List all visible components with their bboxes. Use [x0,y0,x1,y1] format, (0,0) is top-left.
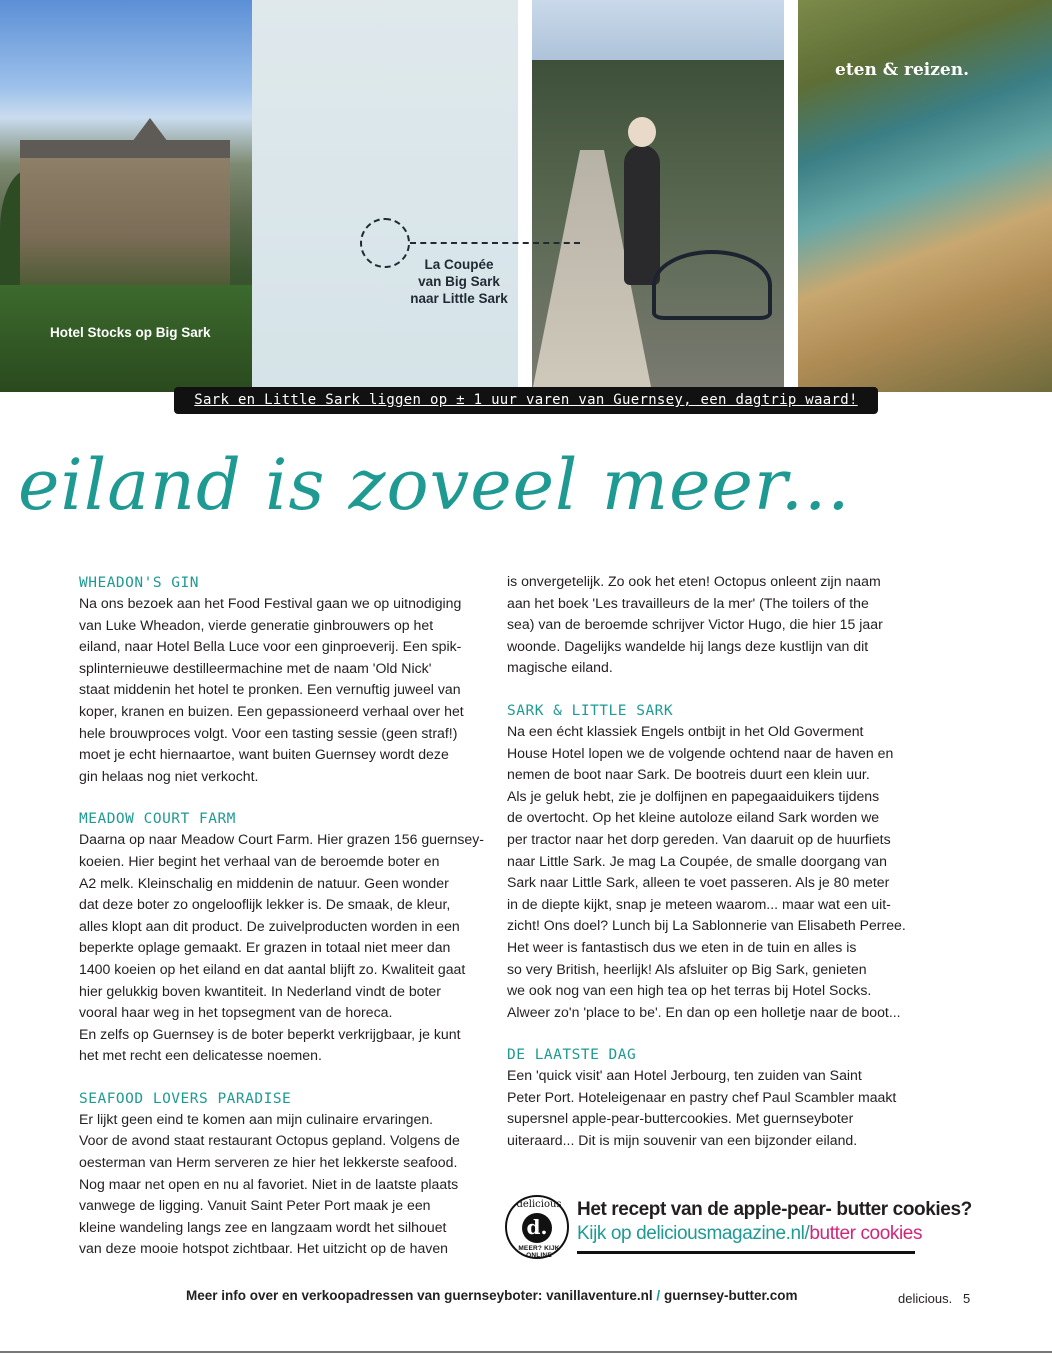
photo-strip [0,0,1052,392]
daytrip-banner: Sark en Little Sark liggen op ± 1 uur varen van Guernsey, een dagtrip waard! [174,387,878,414]
text-line: van Luke Wheadon, vierde generatie ginbrouwers op het [79,616,434,633]
text-line: hele brouwproces volgt. Voor een tasting sessie (geen straf!) [79,724,458,741]
text-line: House Hotel lopen we de volgende ochtend naar de haven en [507,744,894,761]
paragraph-lines [507,721,919,1023]
text-line: Na ons bezoek aan het Food Festival gaan we op uitnodiging [79,595,462,611]
section-meadow-court-farm [79,809,491,1067]
text-line: woonde. Dagelijks wandelde hij langs deze kustlijn van dit [507,637,869,654]
delicious-logo: delicious d. MEER? KIJK ONLINE [505,1195,569,1259]
text-line: supersnel apple-pear-buttercookies. Met guernseyboter [507,1110,854,1127]
text-column-left [79,573,491,1282]
text-line: moet je echt hiernaartoe, want buiten Guernsey wordt deze [79,746,449,763]
section-tag: eten & reizen. [835,60,970,80]
text-line: nemen de boot naar Sark. De bootreis duurt een klein uur. [507,766,870,783]
section-heading: SARK & LITTLE SARK [507,702,674,719]
text-line: koper, kranen en buizen. Een gepassioneerd verhaal over het [79,702,464,719]
text-line: gin helaas nog niet verkocht. [79,767,259,784]
text-line: Na een écht klassiek Engels ontbijt in het Old Goverment [507,722,864,739]
recipe-question: Het recept van de apple-pear- butter cookies? [577,1199,972,1220]
bicycle [652,250,772,320]
section-heading: DE LAATSTE DAG [507,1047,637,1064]
recipe-callout [505,1195,972,1259]
text-line: Sark naar Little Sark, alleen te voet passeren. Als je 80 meter [507,874,890,891]
text-line: zicht! Ons doel? Lunch bij La Sablonnerie van Elisabeth Perree. [507,917,906,934]
text-line: Een 'quick visit' aan Hotel Jerbourg, ten zuiden van Saint [507,1067,862,1084]
recipe-link[interactable]: Kijk op deliciousmagazine.nl/butter cookies [577,1223,923,1244]
paragraph-lines [79,829,491,1067]
text-line: eiland, naar Hotel Bella Luce voor een ginproeverij. Een spik- [79,638,462,655]
paragraph-lines [79,593,491,787]
text-line: 1400 koeien op het eiland en dat aantal blijft zo. Kwaliteit gaat [79,960,466,977]
text-line: Voor de avond staat restaurant Octopus gepland. Volgens de [79,1132,460,1149]
section-heading: SEAFOOD LOVERS PARADISE [79,1090,292,1107]
section-heading: MEADOW COURT FARM [79,811,236,828]
la-coupee-pointer [410,242,580,244]
section-heading: WHEADON'S GIN [79,575,199,591]
text-line: Peter Port. Hoteleigenaar en pastry chef Paul Scambler maakt [507,1088,897,1105]
text-line: splinternieuwe destilleermachine met de naam 'Old Nick' [79,659,432,676]
text-line: oesterman van Herm serveren ze hier het lekkerste seafood. [79,1154,458,1171]
text-line: so very British, heerlijk! Als afsluiter op Big Sark, genieten [507,960,867,977]
text-line: Nog maar net open en nu al favoriet. Niet in de laatste plaats [79,1175,459,1192]
text-line: Daarna op naar Meadow Court Farm. Hier grazen 156 guernsey- [79,831,485,848]
text-line: Er lijkt geen eind te komen aan mijn culinaire ervaringen. [79,1110,434,1127]
text-column-right [507,571,919,1174]
text-line: per tractor naar het dorp gereden. Van daaruit op de huurfiets [507,830,891,847]
sark-map-photo [252,0,518,392]
text-line: En zelfs op Guernsey is de boter beperkt verkrijgbaar, je kunt [79,1025,461,1042]
text-line: is onvergetelijk. Zo ook het eten! Octopus onleent zijn naam [507,573,881,589]
text-line: van deze mooie hotspot zichtbaar. Het uitzicht op de haven [79,1240,449,1257]
coast-cliff-photo [798,0,1052,392]
section-seafood-continued [507,571,919,679]
text-line: hier gelukkig boven kwantiteit. In Nederland vindt de boter [79,982,441,999]
section-seafood-lovers-paradise [79,1089,491,1260]
text-line: vanwege de ligging. Vanuit Saint Peter Port maak je een [79,1197,431,1214]
text-line: A2 melk. Kleinschalig en middenin de natuur. Geen wonder [79,874,449,891]
text-line: dat deze boter zo ongelooflijk lekker is. De smaak, de kleur, [79,896,451,913]
la-coupee-caption: La Coupée van Big Sark naar Little Sark [410,257,508,306]
text-line: Het weer is fantastisch dus we eten in de tuin en alles is [507,938,857,955]
text-line: vooral haar weg in het topsegment van de horeca. [79,1004,393,1021]
la-coupee-photo [532,0,784,392]
text-line: in de diepte kijkt, snap je meteen waarom... maar wat een uit- [507,895,891,912]
text-line: het met recht een delicatesse noemen. [79,1047,322,1064]
section-wheadons-gin [79,573,491,787]
paragraph-lines [507,1065,919,1151]
section-de-laatste-dag [507,1045,919,1151]
text-line: Alweer zo'n 'place to be'. En dan op een holletje naar de boot... [507,1003,901,1020]
page-footer [898,1291,970,1306]
text-line: staat middenin het hotel te pronken. Een vernuftig juweel van [79,681,461,698]
text-line: we ook nog van een high tea op het terras bij Hotel Socks. [507,982,872,999]
text-line: magische eiland. [507,659,613,676]
hotel-building [20,140,230,290]
bottom-rule [0,1351,1052,1353]
text-line: sea) van de beroemde schrijver Victor Hugo, die hier 15 jaar [507,616,883,633]
paragraph-lines [79,1109,491,1260]
text-line: koeien. Hier begint het verhaal van de beroemde boter en [79,852,440,869]
text-line: naar Little Sark. Je mag La Coupée, de smalle doorgang van [507,852,887,869]
page-number: 5 [963,1291,971,1306]
text-line: kleine wandeling langs zee en langzaam wordt het silhouet [79,1218,447,1235]
hotel-caption: Hotel Stocks op Big Sark [50,325,211,340]
person-with-bike [624,145,660,285]
magazine-brand: delicious. [898,1291,953,1306]
text-line: beperkte oplage gemaakt. Er grazen in totaal niet meer dan [79,939,451,956]
text-line: uiteraard... Dit is mijn souvenir van een bijzonder eiland. [507,1132,858,1149]
text-line: de overtocht. Op het kleine autoloze eiland Sark worden we [507,809,880,826]
section-sark-little-sark [507,701,919,1023]
text-line: Als je geluk hebt, zie je dolfijnen en papegaaiduikers tijdens [507,787,880,804]
footer-info: Meer info over en verkoopadressen van guernseyboter: vanillaventure.nl / guernsey-butter.com [186,1288,798,1303]
text-line: aan het boek 'Les travailleurs de la mer' (The toilers of the [507,594,869,611]
paragraph-lines [507,571,919,679]
callout-underline [577,1251,915,1254]
la-coupee-marker [360,218,410,268]
text-line: alles klopt aan dit product. De zuivelproducten worden in een [79,917,460,934]
page-headline: eiland is zoveel meer... [18,444,851,526]
